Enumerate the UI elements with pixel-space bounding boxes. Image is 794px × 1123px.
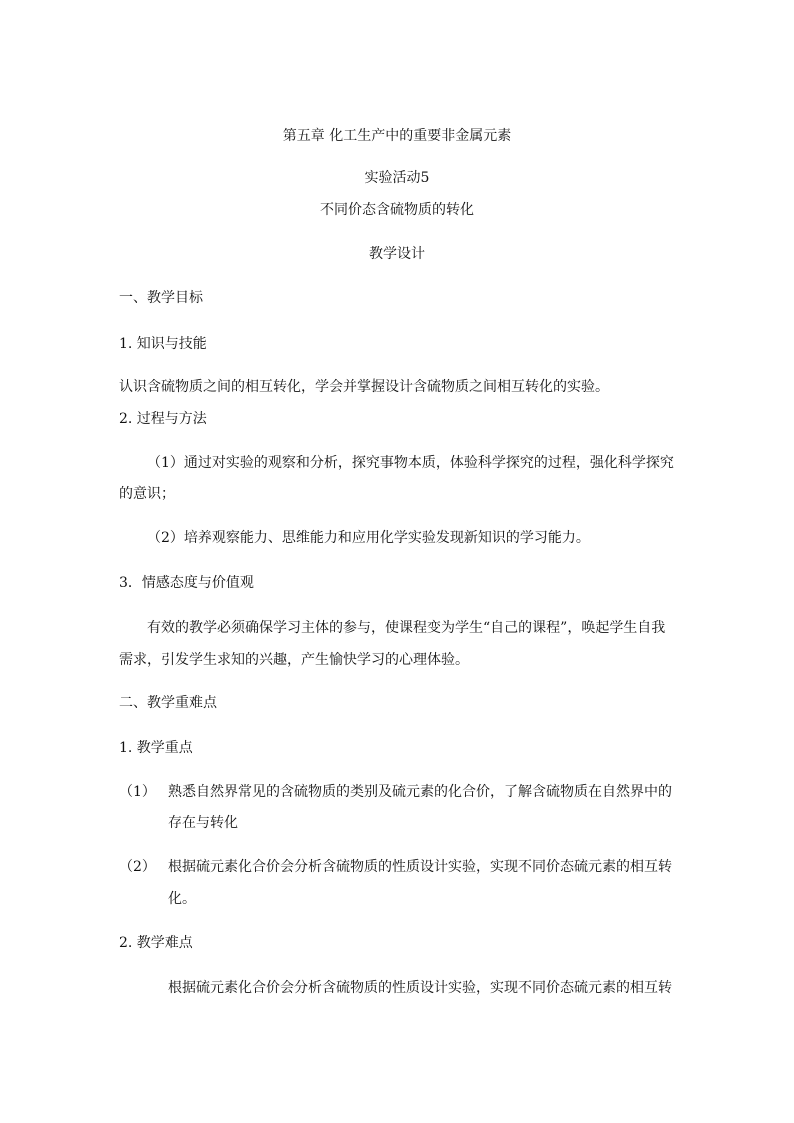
- chapter-title: 第五章 化工生产中的重要非金属元素: [282, 128, 512, 144]
- section1-item2-label: 2. 过程与方法: [119, 411, 207, 427]
- section1-item2-point2: （2）培养观察能力、思维能力和应用化学实验发现新知识的学习能力。: [147, 530, 590, 546]
- section1-item1-text: 认识含硫物质之间的相互转化，学会并掌握设计含硫物质之间相互转化的实验。: [119, 379, 609, 395]
- section2-point1-line1: 熟悉自然界常见的含硫物质的类别及硫元素的化合价，了解含硫物质在自然界中的: [168, 784, 672, 800]
- section2-point1-line2: 存在与转化: [168, 815, 238, 831]
- section1-item2-point1-line1: （1）通过对实验的观察和分析，探究事物本质，体验科学探究的过程，强化科学探究: [147, 455, 674, 471]
- section2-item2-text-line1: 根据硫元素化合价会分析含硫物质的性质设计实验，实现不同价态硫元素的相互转: [168, 980, 672, 996]
- section1-item3-label: 3．情感态度与价值观: [119, 575, 254, 591]
- section2-item2-label: 2. 教学难点: [119, 935, 193, 951]
- section2-item1-label: 1. 教学重点: [119, 740, 193, 756]
- section2-point2-number: （2）: [119, 859, 156, 875]
- activity-subtitle: 不同价态含硫物质的转化: [320, 202, 474, 218]
- section1-item1-label: 1. 知识与技能: [119, 336, 207, 352]
- section1-item3-text-line2: 需求，引发学生求知的兴趣，产生愉快学习的心理体验。: [119, 652, 469, 668]
- section2-point2-line1: 根据硫元素化合价会分析含硫物质的性质设计实验，实现不同价态硫元素的相互转: [168, 859, 672, 875]
- section2-heading: 二、教学重难点: [119, 695, 217, 711]
- section1-item2-point1-line2: 的意识；: [119, 486, 175, 502]
- section2-point2-line2: 化。: [168, 891, 196, 907]
- section1-item3-text-line1: 有效的教学必须确保学习主体的参与，使课程变为学生“自己的课程”，唤起学生自我: [147, 620, 666, 636]
- section1-heading: 一、教学目标: [119, 290, 203, 306]
- section2-point1-number: （1）: [119, 784, 156, 800]
- design-title: 教学设计: [369, 246, 425, 262]
- activity-title: 实验活动5: [364, 170, 430, 186]
